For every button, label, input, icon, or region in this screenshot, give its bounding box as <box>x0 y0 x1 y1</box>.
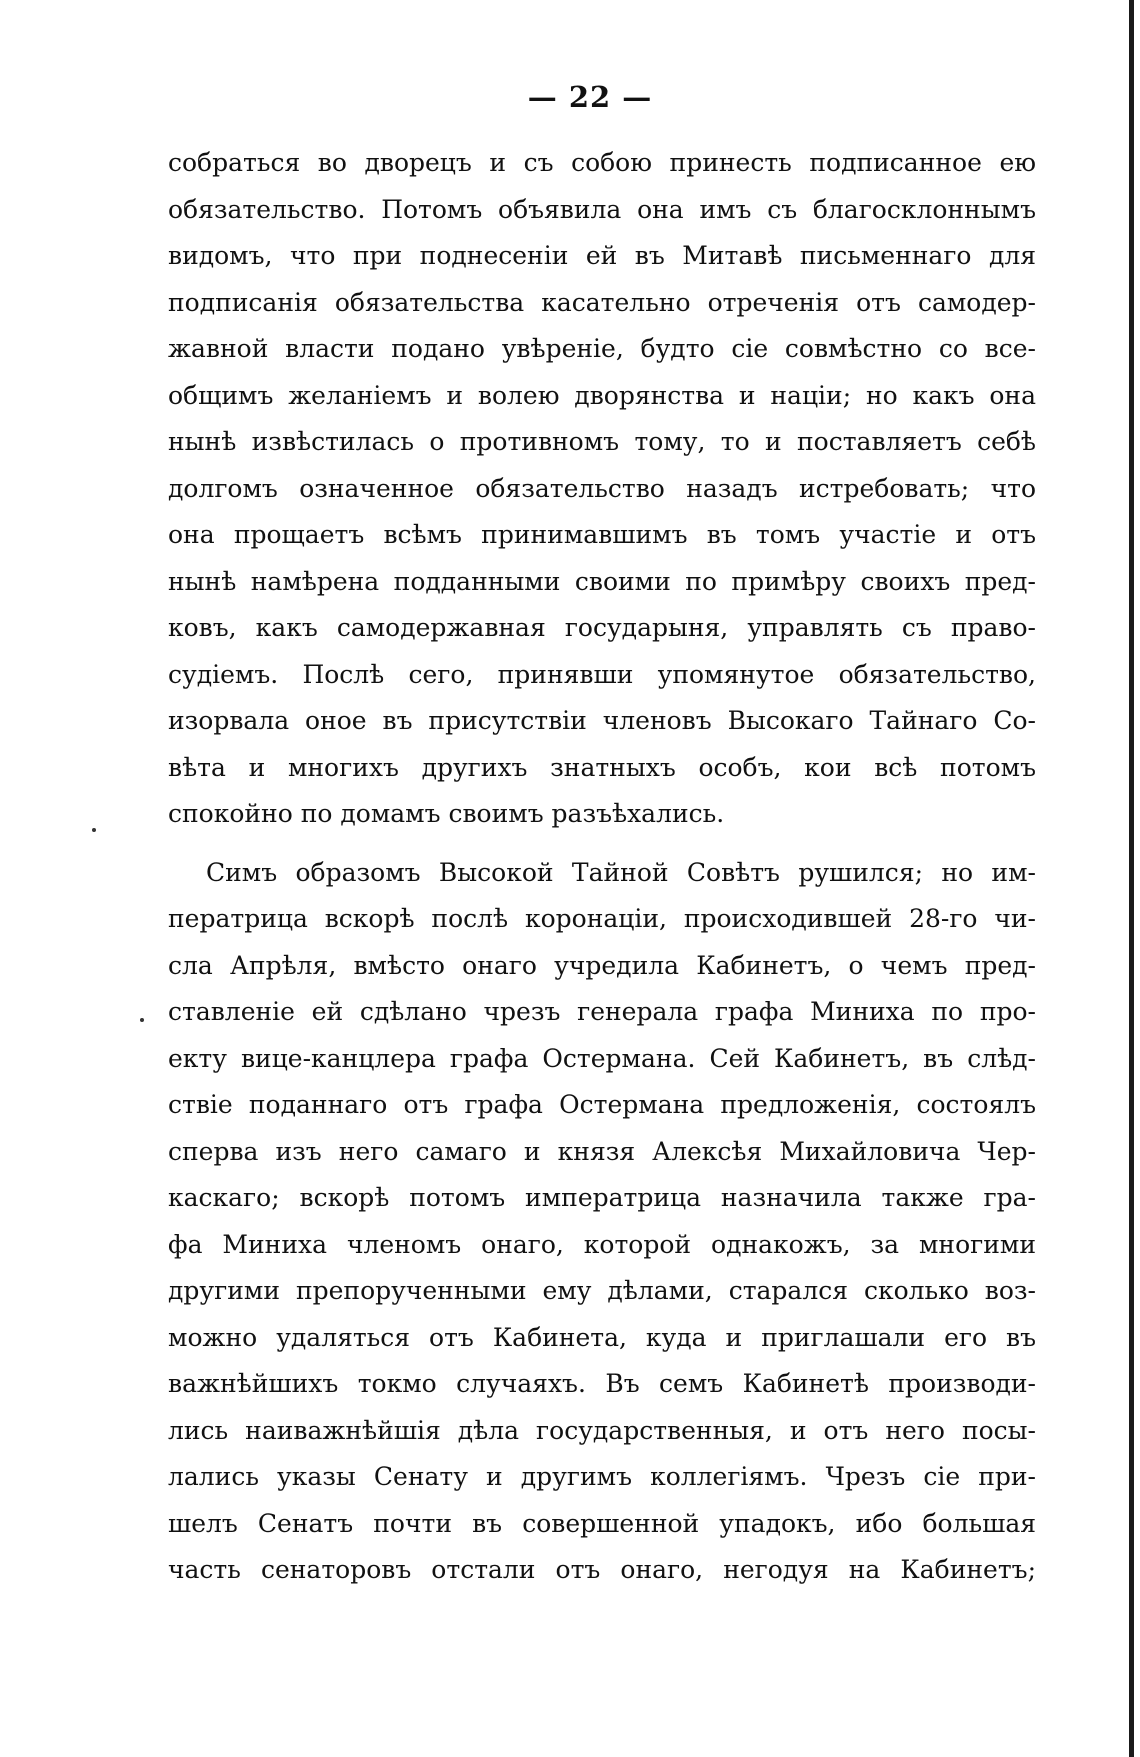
text-line: она прощаетъ всѣмъ принимавшимъ въ томъ участіе и отъ <box>168 520 1036 549</box>
page-edge-shadow <box>1129 0 1134 1757</box>
text-line: видомъ, что при поднесеніи ей въ Митавѣ письменнаго для <box>168 241 1036 270</box>
text-line: каскаго; вскорѣ потомъ императрица назначила также гра- <box>168 1183 1036 1212</box>
text-line: нынѣ намѣрена подданными своими по примѣру своихъ пред- <box>168 566 1036 596</box>
text-line: часть сенаторовъ отстали отъ онаго, негодуя на Кабинетъ; <box>168 1555 1036 1584</box>
page-number: — 22 — <box>527 80 653 114</box>
text-line: обязательство. Потомъ объявила она имъ съ благосклоннымъ <box>168 194 1036 224</box>
text-line: екту вице-канцлера графа Остермана. Сей Кабинетъ, въ слѣд- <box>168 1043 1036 1073</box>
text-line: можно удаляться отъ Кабинета, куда и приглашали его въ <box>168 1322 1036 1352</box>
text-line: собраться во дворецъ и съ собою принесть подписанное ею <box>168 148 1036 177</box>
text-line: жавной власти подано увѣреніе, будто сіе совмѣстно со все- <box>168 334 1036 363</box>
text-line: нынѣ извѣстилась о противномъ тому, то и поставляетъ себѣ <box>168 427 1036 456</box>
text-line: ператрица вскорѣ послѣ коронаціи, происходившей 28-го чи- <box>168 904 1036 933</box>
text-line: лись наиважнѣйшія дѣла государственныя, и отъ него посы- <box>168 1415 1036 1445</box>
text-line: Симъ образомъ Высокой Тайной Совѣтъ рушился; но им- <box>206 857 1036 887</box>
paragraph-gap <box>168 838 1036 850</box>
text-line: судіемъ. Послѣ сего, принявши упомянутое обязательство, <box>168 659 1036 689</box>
text-line: фа Миниха членомъ онаго, которой однакожъ, за многими <box>168 1229 1036 1259</box>
text-line: общимъ желаніемъ и волею дворянства и націи; но какъ она <box>168 380 1036 410</box>
paragraph-2 <box>168 850 1036 1594</box>
text-line: вѣта и многихъ другихъ знатныхъ особъ, кои всѣ потомъ <box>168 752 1036 782</box>
text-line: сла Апрѣля, вмѣсто онаго учредила Кабинетъ, о чемъ пред- <box>168 950 1036 980</box>
text-line: ковъ, какъ самодержавная государыня, управлять съ право- <box>168 613 1036 642</box>
text-line: лались указы Сенату и другимъ коллегіямъ. Чрезъ сіе при- <box>168 1462 1036 1491</box>
text-line: ставленіе ей сдѣлано чрезъ генерала графа Миниха по про- <box>168 997 1036 1026</box>
text-line: сперва изъ него самаго и князя Алексѣя Михайловича Чер- <box>168 1136 1036 1166</box>
text-line: важнѣйшихъ токмо случаяхъ. Въ семъ Кабинетѣ производи- <box>168 1369 1036 1398</box>
paragraph-1 <box>168 140 1036 838</box>
margin-mark <box>140 1018 144 1022</box>
text-line: шелъ Сенатъ почти въ совершенной упадокъ, ибо большая <box>168 1508 1036 1538</box>
text-line: ствіе поданнаго отъ графа Остермана предложенія, состоялъ <box>168 1090 1036 1119</box>
margin-mark <box>92 828 96 832</box>
text-line: другими препорученными ему дѣлами, старался сколько воз- <box>168 1276 1036 1305</box>
text-line: изорвала оное въ присутствіи членовъ Высокаго Тайнаго Со- <box>168 706 1036 735</box>
page-text <box>168 140 1036 1594</box>
text-line: долгомъ означенное обязательство назадъ истребовать; что <box>168 473 1036 503</box>
text-line: спокойно по домамъ своимъ разъѣхались. <box>168 799 725 828</box>
text-line: подписанія обязательства касательно отреченія отъ самодер- <box>168 287 1036 317</box>
